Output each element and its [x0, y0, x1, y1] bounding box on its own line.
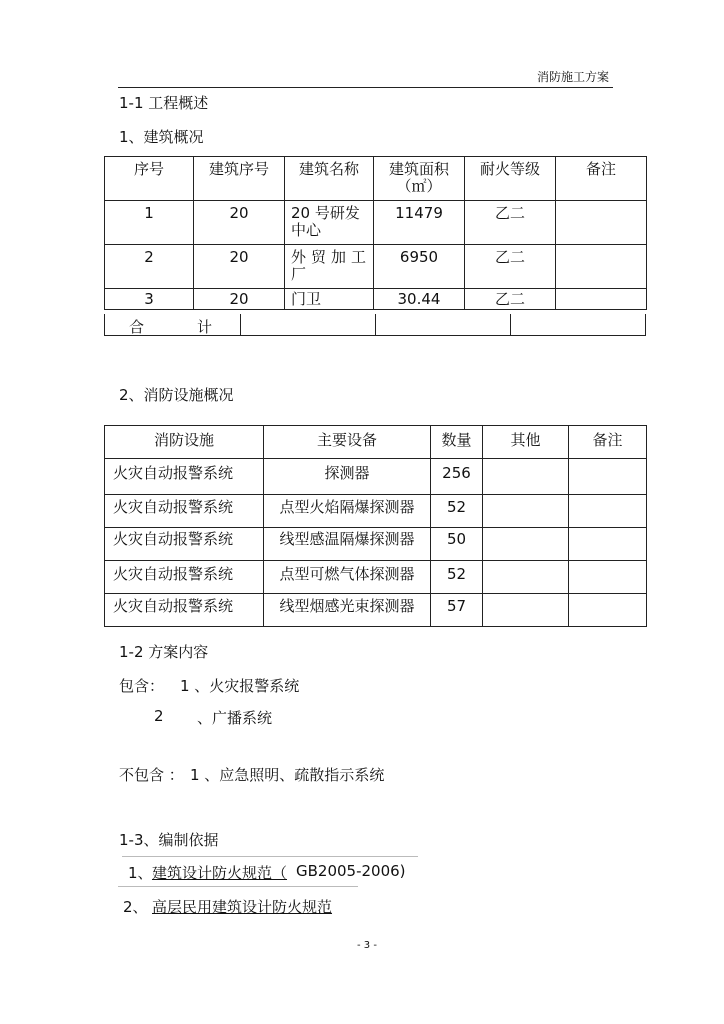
- cell-no: 1: [105, 201, 194, 245]
- col-header-other: 其他: [483, 426, 569, 459]
- cell-qty: 57: [431, 594, 483, 627]
- cell-other: [483, 459, 569, 495]
- include-item-1: 1 、火灾报警系统: [180, 677, 300, 695]
- cell-building-no: 20: [194, 289, 285, 310]
- table-header-row: [105, 157, 647, 201]
- cell-note: [569, 495, 647, 528]
- cell-note: [556, 245, 647, 289]
- cell-other: [483, 495, 569, 528]
- cell-building-no: 20: [194, 201, 285, 245]
- cell-name: 外贸加工厂: [285, 245, 374, 289]
- cell-qty: 52: [431, 561, 483, 594]
- facilities-table: [104, 425, 647, 627]
- cell-other: [483, 528, 569, 561]
- col-header-device: 主要设备: [264, 426, 431, 459]
- table-row: [105, 495, 647, 528]
- reference-frame: [118, 886, 358, 887]
- cell-system: 火灾自动报警系统: [105, 528, 264, 561]
- col-header-note: 备注: [569, 426, 647, 459]
- col-header-qty: 数量: [431, 426, 483, 459]
- cell-device: 线型感温隔爆探测器: [264, 528, 431, 561]
- exclude-label: 不包含 ：: [119, 766, 184, 784]
- cell-qty: 256: [431, 459, 483, 495]
- cell-qty: 50: [431, 528, 483, 561]
- cell-area: 6950: [374, 245, 465, 289]
- table-row: [105, 561, 647, 594]
- col-header-building-no: 建筑序号: [194, 157, 285, 201]
- cell-note: [569, 459, 647, 495]
- col-header-area-label: 建筑面积: [388, 160, 449, 178]
- reference-frame: [122, 856, 418, 857]
- cell-area: 30.44: [374, 289, 465, 310]
- facility-overview-heading: 2、消防设施概况: [119, 386, 234, 404]
- header-rule: [118, 87, 613, 88]
- cell-name: 门卫: [285, 289, 374, 310]
- col-header-note: 备注: [556, 157, 647, 201]
- page-number: - 3 -: [357, 940, 377, 951]
- cell-fire-grade: 乙二: [465, 289, 556, 310]
- total-row: [104, 314, 646, 336]
- table-header-row: [105, 426, 647, 459]
- reference-1-code: GB2005-2006): [296, 862, 406, 880]
- exclude-item-1: 1 、应急照明、疏散指示系统: [190, 766, 385, 784]
- table-row: [105, 201, 647, 245]
- cell-device: 点型可燃气体探测器: [264, 561, 431, 594]
- running-header: 消防施工方案: [537, 70, 610, 84]
- include-label: 包含：: [119, 677, 165, 695]
- include-item-2-number: 2: [154, 707, 164, 725]
- table-row: [105, 528, 647, 561]
- cell-note: [569, 561, 647, 594]
- building-overview-heading: 1、建筑概况: [119, 128, 204, 146]
- table-row: [105, 594, 647, 627]
- cell-no: 2: [105, 245, 194, 289]
- reference-1-title: 建筑设计防火规范（: [152, 864, 288, 882]
- col-header-area: [374, 157, 465, 201]
- col-header-facility: 消防设施: [105, 426, 264, 459]
- cell-name: 20 号研发中心: [285, 201, 374, 245]
- cell-note: [556, 201, 647, 245]
- cell-system: 火灾自动报警系统: [105, 594, 264, 627]
- cell-fire-grade: 乙二: [465, 201, 556, 245]
- col-header-name: 建筑名称: [285, 157, 374, 201]
- cell-no: 3: [105, 289, 194, 310]
- cell-device: 线型烟感光束探测器: [264, 594, 431, 627]
- cell-note: [556, 289, 647, 310]
- section-1-3-heading: 1-3、编制依据: [119, 831, 219, 849]
- cell-fire-grade: 乙二: [465, 245, 556, 289]
- cell-other: [483, 561, 569, 594]
- section-1-2-heading: 1-2 方案内容: [119, 643, 209, 661]
- buildings-table: [104, 156, 647, 310]
- cell-building-no: 20: [194, 245, 285, 289]
- col-header-fire-grade: 耐火等级: [465, 157, 556, 201]
- cell-device: 点型火焰隔爆探测器: [264, 495, 431, 528]
- cell-system: 火灾自动报警系统: [105, 459, 264, 495]
- table-row: [105, 289, 647, 310]
- reference-1-number: 1、: [128, 864, 153, 882]
- reference-2-title: 高层民用建筑设计防火规范: [152, 898, 333, 916]
- section-1-1-heading: 1-1 工程概述: [119, 94, 209, 112]
- col-header-area-unit: （㎡）: [396, 177, 442, 195]
- total-label-he: 合: [129, 318, 145, 336]
- cell-device: 探测器: [264, 459, 431, 495]
- cell-area: 11479: [374, 201, 465, 245]
- include-item-2-text: 、广播系统: [197, 709, 273, 727]
- reference-2-number: 2、: [123, 898, 148, 916]
- cell-system: 火灾自动报警系统: [105, 561, 264, 594]
- cell-other: [483, 594, 569, 627]
- table-row: [105, 245, 647, 289]
- total-label-ji: 计: [197, 318, 213, 336]
- cell-system: 火灾自动报警系统: [105, 495, 264, 528]
- cell-note: [569, 528, 647, 561]
- cell-qty: 52: [431, 495, 483, 528]
- cell-note: [569, 594, 647, 627]
- col-header-no: 序号: [105, 157, 194, 201]
- table-row: [105, 459, 647, 495]
